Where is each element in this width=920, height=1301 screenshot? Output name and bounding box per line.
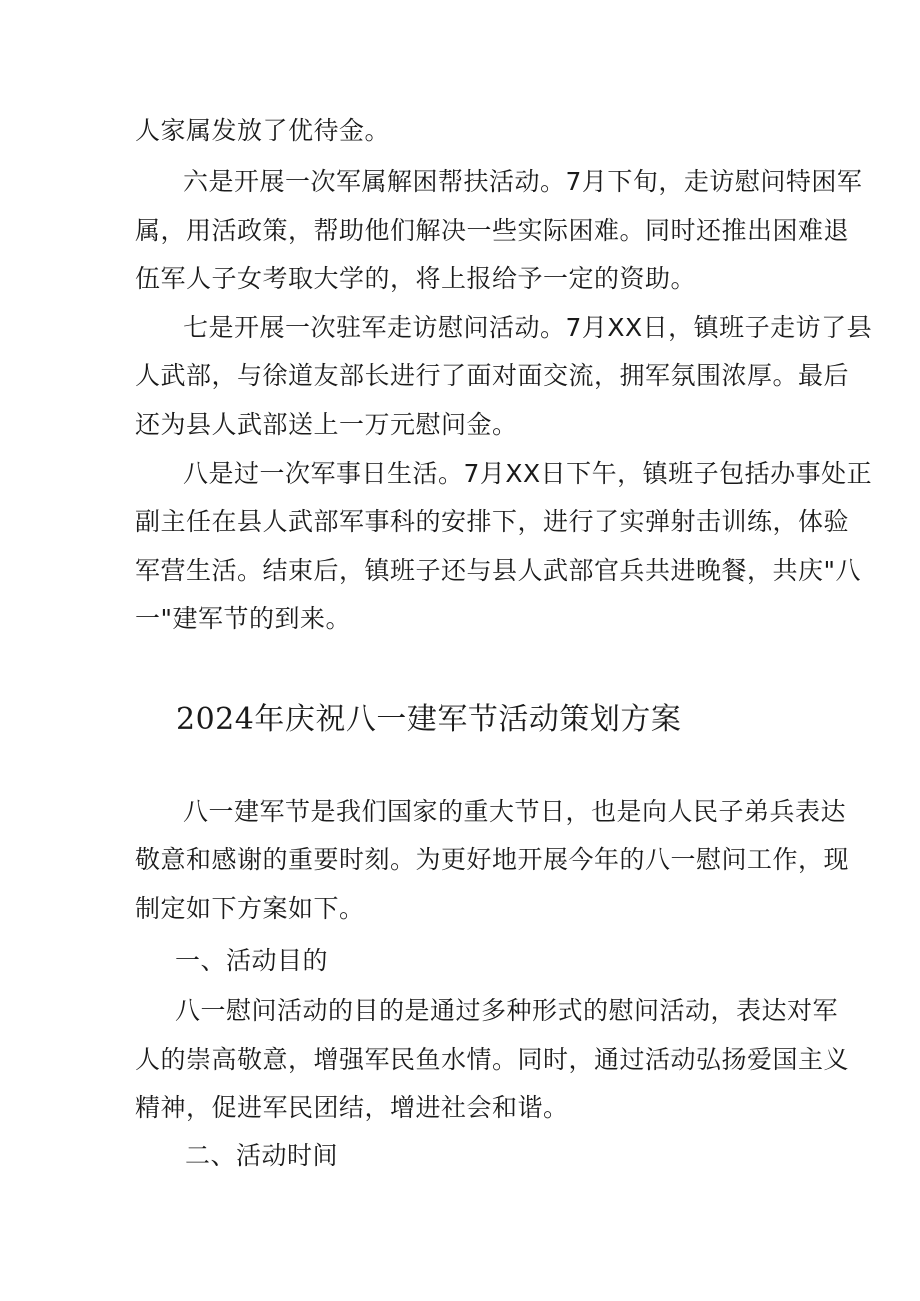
text-line: 八一慰问活动的目的是通过多种形式的慰问活动，表达对军 (175, 996, 839, 1025)
section-heading: 一、活动目的 (175, 946, 329, 975)
text-line: 八一建军节是我们国家的重大节日，也是向人民子弟兵表达 (183, 797, 847, 826)
text-line: 敬意和感谢的重要时刻。为更好地开展今年的八一慰问工作，现 (135, 845, 850, 874)
text-line: 属，用活政策，帮助他们解决一些实际困难。同时还推出困难退 (135, 216, 850, 245)
text-line: 七是开展一次驻军走访慰问活动。7月XX日，镇班子走访了县 (183, 313, 873, 342)
text-line: 人的崇高敬意，增强军民鱼水情。同时，通过活动弘扬爱国主义 (135, 1045, 850, 1074)
text-line: 还为县人武部送上一万元慰问金。 (135, 410, 518, 439)
text-line: 人家属发放了优待金。 (135, 116, 391, 145)
text-line: 六是开展一次军属解困帮扶活动。7月下旬，走访慰问特困军 (183, 167, 863, 196)
text-line: 一"建军节的到来。 (135, 604, 351, 633)
text-line: 人武部，与徐道友部长进行了面对面交流，拥军氛围浓厚。最后 (135, 361, 850, 390)
section-heading: 二、活动时间 (185, 1141, 339, 1170)
text-line: 伍军人子女考取大学的，将上报给予一定的资助。 (135, 264, 697, 293)
text-line: 军营生活。结束后，镇班子还与县人武部官兵共进晚餐，共庆"八 (135, 556, 862, 585)
text-line: 精神，促进军民团结，增进社会和谐。 (135, 1093, 569, 1122)
text-line: 制定如下方案如下。 (135, 894, 365, 923)
document-title: 2024年庆祝八一建军节活动策划方案 (176, 702, 682, 737)
text-line: 副主任在县人武部军事科的安排下，进行了实弹射击训练，体验 (135, 507, 850, 536)
text-line: 八是过一次军事日生活。7月XX日下午，镇班子包括办事处正 (183, 459, 873, 488)
